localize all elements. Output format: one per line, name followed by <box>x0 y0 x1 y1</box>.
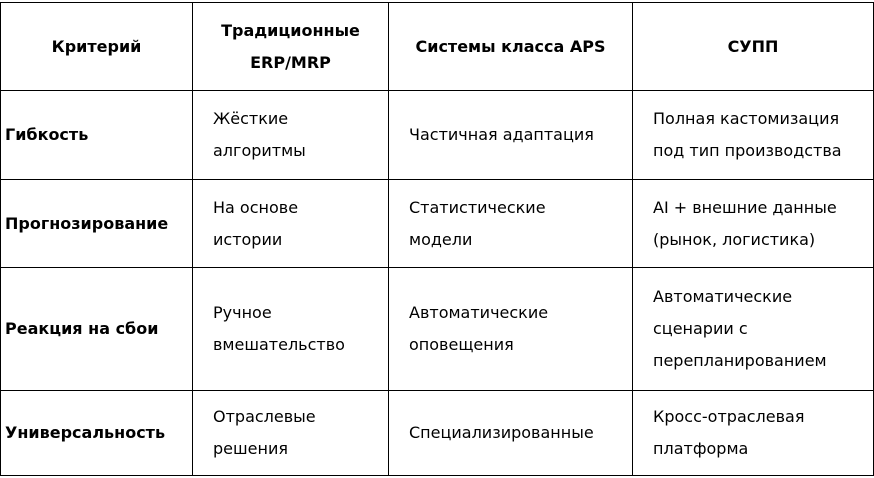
row-criterion: Прогнозирование <box>1 180 193 268</box>
row-criterion: Гибкость <box>1 91 193 180</box>
row-supp: AI + внешние данные (рынок, логистика) <box>633 180 874 268</box>
row-erp: Жёсткие алгоритмы <box>193 91 389 180</box>
row-aps: Специализированные <box>389 391 633 476</box>
row-aps: Автоматические оповещения <box>389 268 633 391</box>
table-row <box>1 91 874 180</box>
row-criterion: Реакция на сбои <box>1 268 193 391</box>
header-aps: Системы класса APS <box>389 3 633 91</box>
row-supp: Кросс-отраслевая платформа <box>633 391 874 476</box>
row-aps: Статистические модели <box>389 180 633 268</box>
table-row <box>1 391 874 476</box>
table-row <box>1 268 874 391</box>
table-row <box>1 180 874 268</box>
row-criterion: Универсальность <box>1 391 193 476</box>
comparison-table <box>0 2 874 476</box>
table-header-row <box>1 3 874 91</box>
row-erp: Ручное вмешательство <box>193 268 389 391</box>
row-supp: Полная кастомизация под тип производства <box>633 91 874 180</box>
header-supp: СУПП <box>633 3 874 91</box>
header-criterion: Критерий <box>1 3 193 91</box>
row-erp: Отраслевые решения <box>193 391 389 476</box>
header-erp: Традиционные ERP/MRP <box>193 3 389 91</box>
row-aps: Частичная адаптация <box>389 91 633 180</box>
row-erp: На основе истории <box>193 180 389 268</box>
row-supp: Автоматические сценарии с перепланированием <box>633 268 874 391</box>
